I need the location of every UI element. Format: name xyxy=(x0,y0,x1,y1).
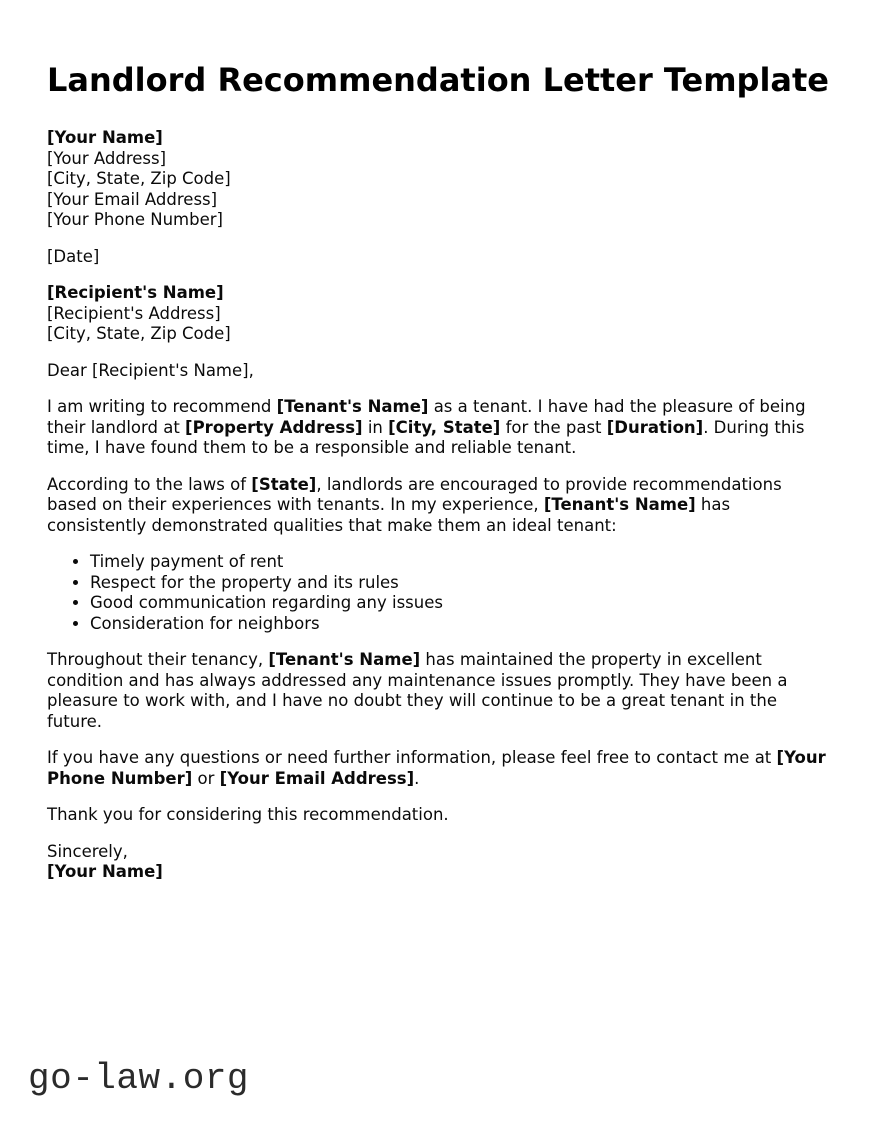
paragraph-introduction xyxy=(47,397,829,459)
paragraph-text: I am writing to recommend [Tenant's Name] as a tenant. I have had the pleasure of being their landlord at [Property Address] in [City, State] for the past [Duration]. During this time, I have found them to be a responsible and reliable tenant. xyxy=(47,397,806,457)
sender-block xyxy=(47,128,829,231)
paragraph-contact xyxy=(47,748,829,789)
sender-name: [Your Name] xyxy=(47,128,163,147)
recipient-block xyxy=(47,283,829,345)
date-block xyxy=(47,247,829,268)
paragraph-thank-you xyxy=(47,805,829,826)
salutation: Dear [Recipient's Name], xyxy=(47,360,254,380)
footer-site-name: go-law.org xyxy=(28,1058,250,1099)
paragraph-text: If you have any questions or need further information, please feel free to contact me at [Your Phone Number] or [Your Email Address]. xyxy=(47,748,826,788)
paragraph-text: Throughout their tenancy, [Tenant's Name] has maintained the property in excellent condition and has always addressed any maintenance issues promptly. They have been a pleasure to work with, and I have no doubt they will continue to be a great tenant in the future. xyxy=(47,650,788,731)
recipient-name: [Recipient's Name] xyxy=(47,283,224,302)
sender-email: [Your Email Address] xyxy=(47,189,218,209)
tenant-qualities-list xyxy=(47,552,829,634)
sender-address: [Your Address] xyxy=(47,148,167,168)
paragraph-text: According to the laws of [State], landlords are encouraged to provide recommendations based on their experiences with tenants. In my experience, [Tenant's Name] has consistently demonstrated qualities that make them an ideal tenant: xyxy=(47,474,782,535)
salutation-block xyxy=(47,361,829,382)
paragraph-state-laws xyxy=(47,475,829,537)
list-item-consideration-neighbors: • Consideration for neighbors xyxy=(90,614,829,635)
sender-phone: [Your Phone Number] xyxy=(47,210,223,229)
sender-city-state-zip: [City, State, Zip Code] xyxy=(47,169,231,188)
recipient-address: [Recipient's Address] xyxy=(47,303,221,323)
letter-content xyxy=(47,60,829,883)
list-item-good-communication: • Good communication regarding any issues xyxy=(90,593,829,614)
paragraph-tenancy xyxy=(47,650,829,732)
list-item-respect-property: • Respect for the property and its rules xyxy=(90,573,829,594)
closing-block xyxy=(47,842,829,883)
page-title: Landlord Recommendation Letter Template xyxy=(47,61,829,99)
recipient-city-state-zip: [City, State, Zip Code] xyxy=(47,324,231,343)
list-item-timely-payment: • Timely payment of rent xyxy=(90,552,829,573)
paragraph-text: Thank you for considering this recommendation. xyxy=(47,805,449,824)
signature-placeholder: [Your Name] xyxy=(47,862,163,881)
signoff: Sincerely, xyxy=(47,841,128,861)
date-line: [Date] xyxy=(47,246,100,266)
